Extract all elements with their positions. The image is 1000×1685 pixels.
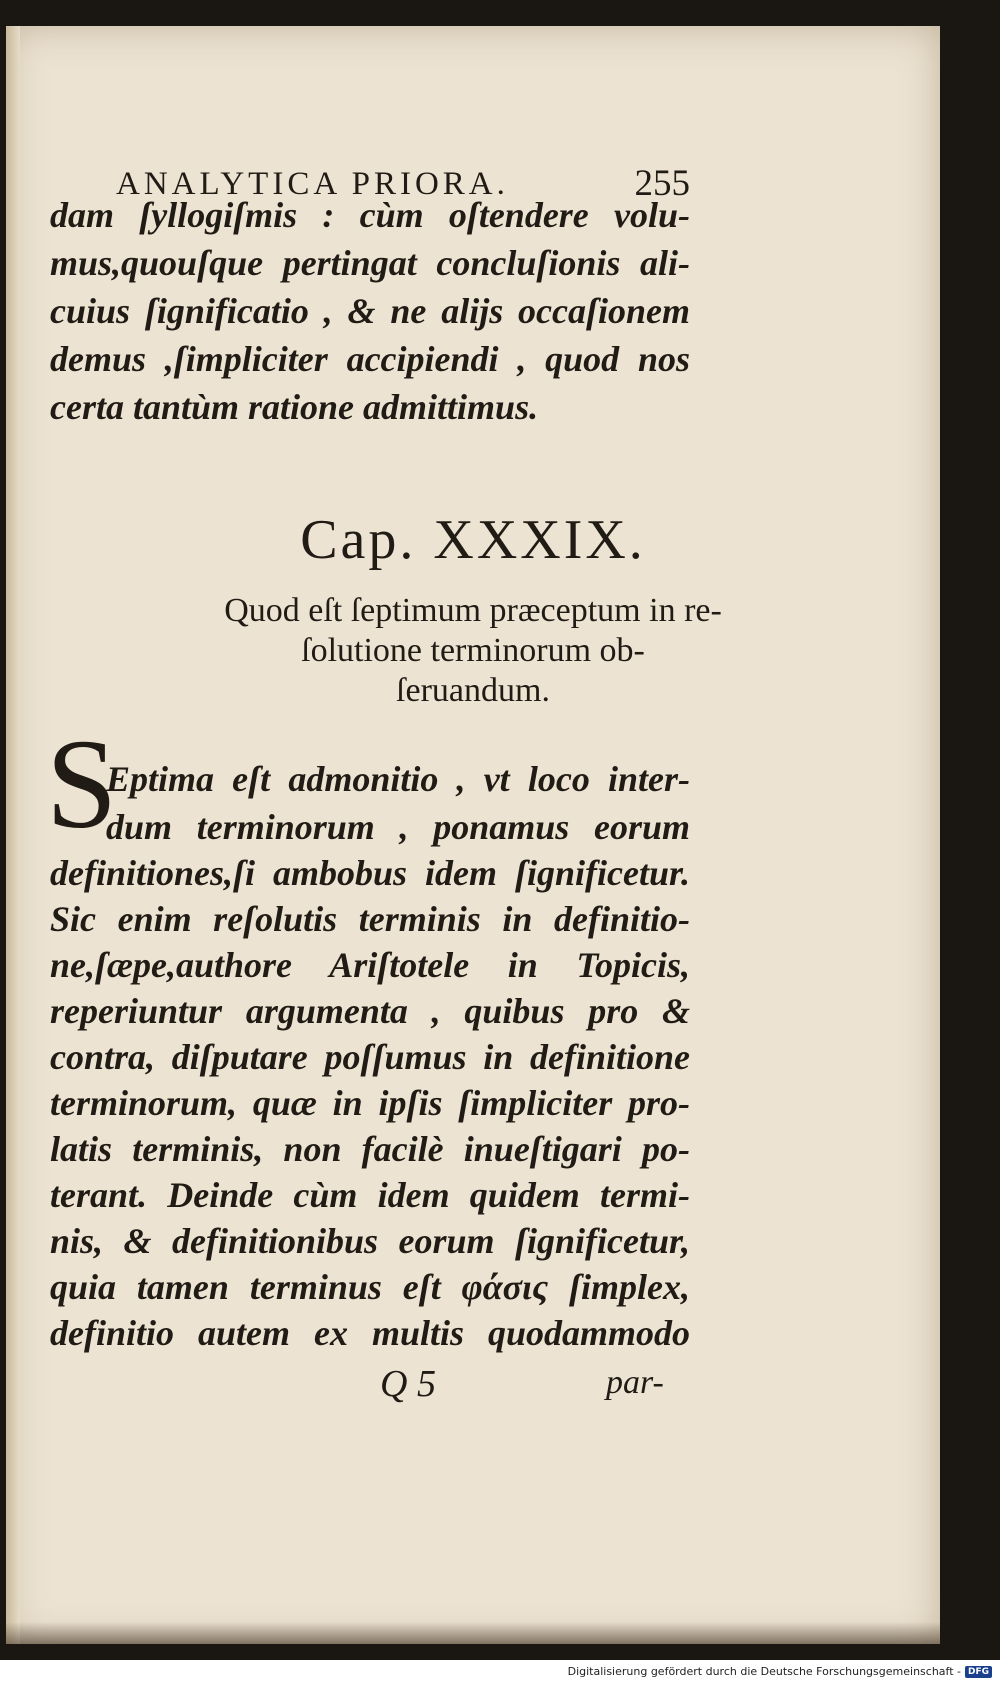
paragraph-line: reperiuntur argumenta , quibus pro & [50, 991, 690, 1031]
chapter-subtitle-line: Quod eſt ſeptimum præceptum in re- [224, 592, 722, 629]
signature-mark: Q 5 [380, 1363, 436, 1405]
paragraph-line: ne,ſæpe,authore Ariſtotele in Topicis, [50, 945, 690, 985]
page-number: 255 [634, 163, 690, 204]
continuation-line: demus ,ſimpliciter accipiendi , quod nos [50, 339, 690, 379]
continuation-line: cuius ſignificatio , & ne alijs occaſionem [50, 291, 690, 331]
page-gutter-edge [6, 26, 20, 1644]
paragraph-line: definitiones,ſi ambobus idem ſignificetur. [50, 853, 690, 893]
book-page [6, 26, 940, 1644]
chapter-subtitle-line: ſolutione terminorum ob- [301, 632, 645, 669]
dfg-logo: DFG [965, 1666, 992, 1678]
continuation-line: mus,quouſque pertingat concluſionis ali- [50, 243, 690, 283]
paragraph-line: terminorum, quæ in ipſis ſimpliciter pro- [50, 1083, 690, 1123]
paragraph-line: Sic enim reſolutis terminis in definitio- [50, 899, 690, 939]
continuation-line: dam ſyllogiſmis : cùm oſtendere volu- [50, 195, 690, 235]
page-bottom-edge [6, 1622, 940, 1644]
drop-cap: S [46, 713, 118, 855]
catchword: par- [606, 1364, 664, 1401]
paragraph-line: terant. Deinde cùm idem quidem termi- [50, 1175, 690, 1215]
paragraph-line: quia tamen terminus eſt φάσις ſimplex, [50, 1267, 690, 1307]
chapter-subtitle-line: ſeruandum. [396, 672, 550, 709]
paragraph-line: definitio autem ex multis quodammodo [50, 1313, 690, 1353]
continuation-line: certa tantùm ratione admittimus. [50, 387, 539, 427]
paragraph-line: latis terminis, non facilè inueſtigari po- [50, 1129, 690, 1169]
digitization-credit [568, 1665, 992, 1678]
credit-text: Digitalisierung gefördert durch die Deutsche Forschungsgemeinschaft - [567, 1665, 961, 1678]
paragraph-line: dum terminorum , ponamus eorum [106, 807, 690, 847]
chapter-heading: Cap. XXXIX. [300, 509, 646, 571]
running-head: ANALYTICA PRIORA. [116, 166, 509, 202]
paragraph-line: contra, diſputare poſſumus in definitione [50, 1037, 690, 1077]
paragraph-line: Eptima eſt admonitio , vt loco inter- [106, 759, 690, 799]
paragraph-line: nis, & definitionibus eorum ſignificetur, [50, 1221, 690, 1261]
